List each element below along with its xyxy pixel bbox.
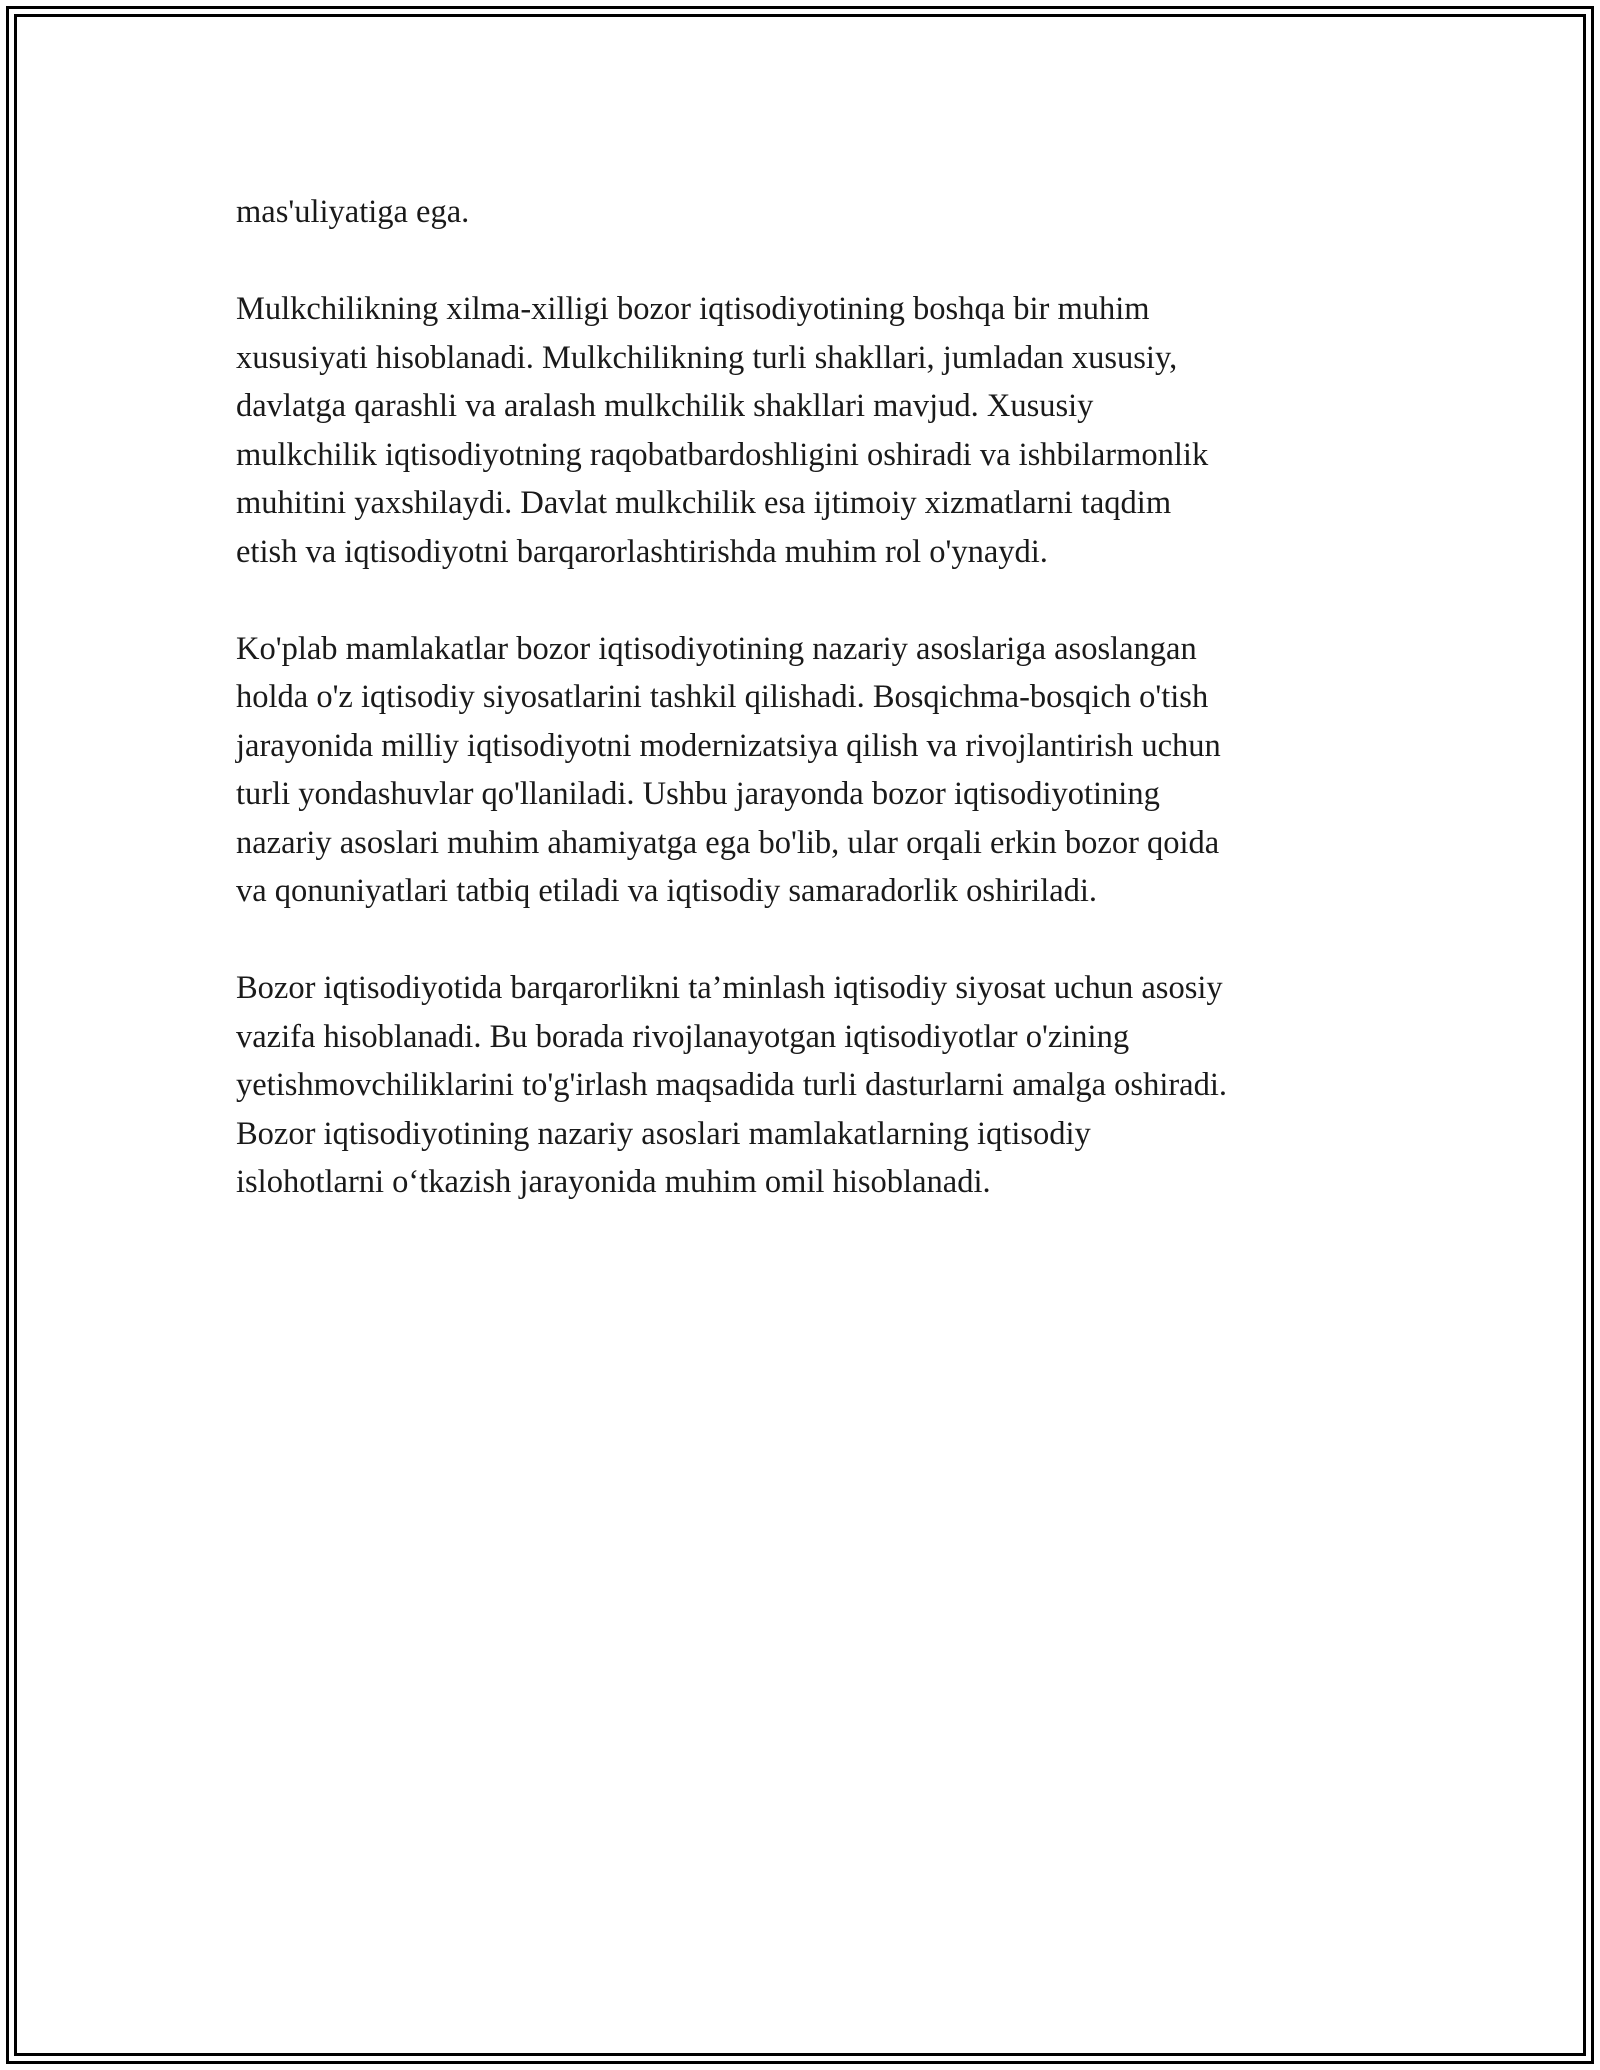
text-line: va qonuniyatlari tatbiq etiladi va iqtisodiy samaradorlik oshiriladi. [236, 873, 1098, 909]
text-line: davlatga qarashli va aralash mulkchilik shakllari mavjud. Xususiy [236, 388, 1094, 424]
text-line: turli yondashuvlar qo'llaniladi. Ushbu jarayonda bozor iqtisodiyotining [236, 776, 1160, 812]
paragraph-1 [236, 188, 1366, 237]
text-line: jarayonida milliy iqtisodiyotni modernizatsiya qilish va rivojlantirish uchun [236, 727, 1221, 764]
paragraph-2 [236, 285, 1366, 576]
text-line: nazariy asoslari muhim ahamiyatga ega bo'lib, ular orqali erkin bozor qoida [236, 824, 1220, 861]
text-line: mulkchilik iqtisodiyotning raqobatbardoshligini oshiradi va ishbilarmonlik [236, 436, 1209, 473]
text-line: Bozor iqtisodiyotida barqarorlikni ta’minlash iqtisodiy siyosat uchun asosiy [236, 970, 1223, 1006]
text-line: etish va iqtisodiyotni barqarorlashtirishda muhim rol o'ynaydi. [236, 533, 1048, 570]
text-line: yetishmovchiliklarini to'g'irlash maqsadida turli dasturlarni amalga oshiradi. [236, 1067, 1227, 1103]
text-line: Mulkchilikning xilma-xilligi bozor iqtisodiyotining boshqa bir muhim [236, 291, 1150, 327]
text-line: Bozor iqtisodiyotining nazariy asoslari mamlakatlarning iqtisodiy [236, 1115, 1091, 1152]
document-body [236, 188, 1366, 1255]
text-line: islohotlarni o‘tkazish jarayonida muhim omil hisoblanadi. [236, 1164, 991, 1200]
text-line: holda o'z iqtisodiy siyosatlarini tashkil qilishadi. Bosqichma-bosqich o'tish [236, 679, 1209, 715]
paragraph-3 [236, 625, 1366, 916]
text-line: xususiyati hisoblanadi. Mulkchilikning turli shakllari, jumladan xususiy, [236, 339, 1178, 376]
text-line: muhitini yaxshilaydi. Davlat mulkchilik esa ijtimoiy xizmatlarni taqdim [236, 485, 1172, 521]
text-line: Ko'plab mamlakatlar bozor iqtisodiyotining nazariy asoslariga asoslangan [236, 630, 1197, 667]
text-line: vazifa hisoblanadi. Bu borada rivojlanayotgan iqtisodiyotlar o'zining [236, 1018, 1130, 1055]
paragraph-4 [236, 964, 1366, 1207]
text-line: mas'uliyatiga ega. [236, 194, 470, 230]
